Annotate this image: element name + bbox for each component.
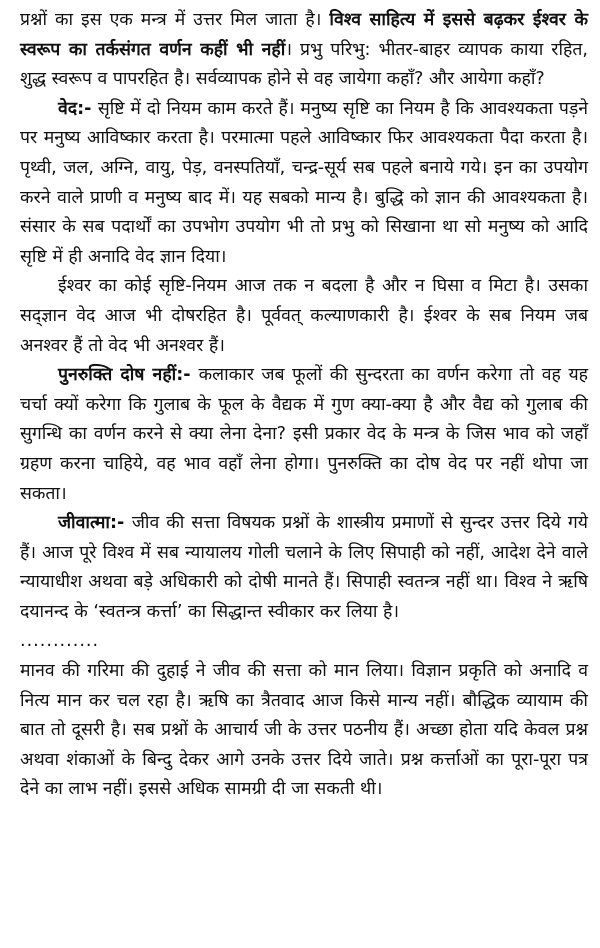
paragraph-manav-garima-text: मानव की गरिमा की दुहाई ने जीव की सत्ता को मान लिया। विज्ञान प्रकृति को अनादि व नित्य मान कर चल रहा है। ऋषि का त्रैतवाद आज किसे मान्य नहीं। बौद्धिक व्यायाम की बात तो दूसरी है। सब प्रश्नों के आचार्य जी के उत्तर पठनीय हैं। अच्छा होता यदि केवल प्रश्न अथवा शंकाओं के बिन्दु देकर आगे उनके उत्तर दिये जाते। प्रश्न कर्त्ताओं का पूरा-पूरा पत्र देने का लाभ नहीं। इससे अधिक सामग्री दी जा सकती थी। — [20, 661, 588, 800]
paragraph-ishwar-niyam — [20, 272, 588, 361]
ellipsis-separator: ............ — [20, 631, 100, 652]
paragraph-jivatma-text: जीव की सत्ता विषयक प्रश्नों के शास्त्रीय प्रमाणों से सुन्दर उत्तर दिये गये हैं। आज पूरे विश्व में सब न्यायालय गोली चलाने के लिए सिपाही को नहीं, आदेश देने वाले न्यायाधीश अथवा बड़े अधिकारी को दोषी मानते हैं। सिपाही स्वतन्त्र नहीं था। विश्व ने ऋषि दयानन्द के ‘स्वतन्त्र कर्त्ता’ का सिद्धान्त स्वीकार कर लिया है। — [20, 513, 588, 622]
paragraph-jivatma — [20, 509, 588, 627]
paragraph-punarukti — [20, 361, 588, 509]
paragraph-1-highlight: विश्व साहित्य में इससे बढ़कर ईश्वर के स्वरूप का तर्कसंगत वर्णन कहीं भी नहीं — [20, 10, 588, 60]
paragraph-manav-garima — [20, 657, 588, 805]
paragraph-veda — [20, 95, 588, 273]
heading-veda: वेद:- — [58, 98, 98, 119]
paragraph-ishwar-niyam-text: ईश्वर का कोई सृष्टि-नियम आज तक न बदला है और न घिसा व मिटा है। उसका सद्ज्ञान वेद आज भी दोषरहित है। पूर्ववत् कल्याणकारी है। ईश्वर के सब नियम जब अनश्वर हैं तो वेद भी अनश्वर हैं। — [20, 276, 588, 356]
paragraph-1-continuation: । प्रभु परिभु: भीतर-बाहर व्यापक काया रहित, शुद्ध स्वरूप व पापरहित है। सर्वव्यापक होने से वह जायेगा कहाँ? और आयेगा कहाँ? — [20, 39, 588, 90]
paragraph-veda-text: सृष्टि में दो नियम काम करते हैं। मनुष्य सृष्टि का नियम है कि आवश्यकता पड़ने पर मनुष्य आविष्कार करता है। परमात्मा पहले आविष्कार फिर आवश्यकता पैदा करता है। पृथ्वी, जल, अग्नि, वायु, पेड़, वनस्पतियाँ, चन्द्र-सूर्य सब पहले बनाये गये। इन का उपयोग करने वाले प्राणी व मनुष्य बाद में। यह सबको मान्य है। बुद्धि को ज्ञान की आवश्यकता है। संसार के सब पदार्थों का उपभोग उपयोग भी तो प्रभु को सिखाना था सो मनुष्य को आदि सृष्टि में ही अनादि वेद ज्ञान दिया। — [20, 98, 589, 267]
paragraph-1-text: प्रश्नों का इस एक मन्त्र में उत्तर मिल जाता है। — [20, 10, 330, 30]
heading-jivatma: जीवात्मा:- — [58, 513, 132, 534]
paragraph-punarukti-text: कलाकार जब फूलों की सुन्दरता का वर्णन करेगा तो वह यह चर्चा क्यों करेगा कि गुलाब के फूल के वैद्यक में गुण क्या-क्या है और वैद्य को गुलाब की सुगन्धि का वर्णन करने से क्या लेना देना? इसी प्रकार वेद के मन्त्र के जिस भाव को जहाँ ग्रहण करना चाहिये, वह भाव वहाँ लेना होगा। पुनरुक्ति का दोष वेद पर नहीं थोपा जा सकता। — [20, 365, 588, 504]
paragraph-1 — [20, 6, 588, 95]
heading-punarukti: पुनरुक्ति दोष नहीं:- — [58, 365, 199, 386]
